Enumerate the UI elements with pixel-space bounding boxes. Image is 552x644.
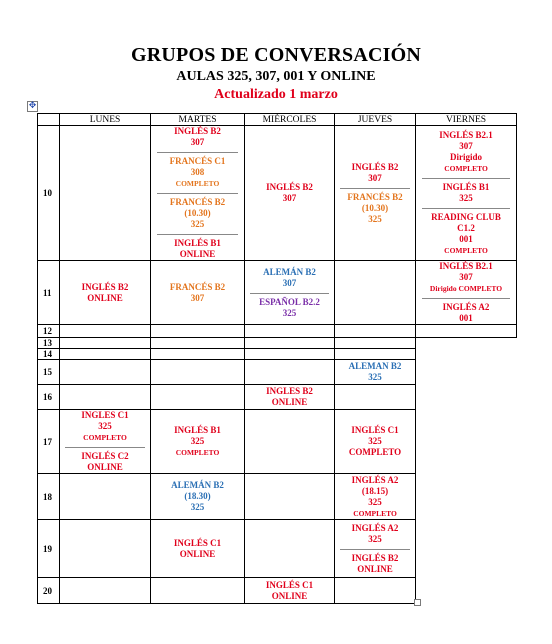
entry-divider — [422, 208, 510, 209]
entry-note: COMPLETO — [353, 508, 397, 518]
entry-note: Dirigido COMPLETO — [429, 284, 503, 293]
entry-line: 307 — [368, 172, 382, 183]
schedule-cell — [151, 385, 245, 410]
entry-line: INGLÉS B1 — [442, 182, 490, 192]
entry-divider — [65, 447, 144, 448]
cell-content — [245, 386, 334, 408]
entry-line: COMPLETO — [348, 447, 402, 457]
schedule-cell — [60, 338, 151, 349]
entry-line: 307 — [459, 141, 473, 151]
schedule-row — [38, 410, 517, 474]
entry-line: 325 — [368, 436, 382, 446]
entry-line: ONLINE — [271, 590, 308, 601]
entry-line: 325 — [368, 372, 382, 382]
entry-note: COMPLETO — [83, 433, 127, 442]
entry-line: 325 — [190, 436, 205, 446]
entry-line: 307 — [282, 277, 297, 288]
entry-line: 325 — [98, 421, 112, 431]
cell-content — [335, 475, 415, 519]
entry-line: 325 — [368, 213, 382, 224]
class-entry — [266, 182, 313, 204]
schedule-cell — [60, 410, 151, 474]
schedule-cell — [335, 349, 416, 360]
entry-line: 307 — [190, 137, 205, 147]
empty-region — [416, 578, 517, 604]
entry-divider — [340, 188, 410, 189]
schedule-cell — [245, 360, 335, 385]
entry-line: 307 — [190, 292, 205, 303]
entry-line: INGLÉS B2 — [351, 161, 399, 172]
class-entry — [82, 282, 129, 304]
schedule-cell — [335, 520, 416, 578]
empty-region — [416, 338, 517, 349]
entry-line: INGLES C1 — [81, 410, 129, 420]
hour-cell: 13 — [38, 338, 60, 349]
cell-content — [151, 282, 244, 304]
schedule-cell — [335, 385, 416, 410]
schedule-cell — [245, 474, 335, 520]
schedule-cell — [151, 360, 245, 385]
entry-line: 308 — [190, 167, 205, 177]
entry-line: C1.2 — [457, 223, 475, 233]
schedule-cell — [335, 360, 416, 385]
entry-line: FRANCÉS B2 — [169, 197, 226, 207]
schedule-cell — [245, 126, 335, 261]
cell-content — [151, 126, 244, 260]
entry-line: INGLÉS C1 — [351, 425, 399, 435]
entry-line: INGLÉS B2 — [351, 552, 399, 563]
entry-note: COMPLETO — [175, 448, 220, 457]
cell-content — [151, 425, 244, 458]
schedule-row — [38, 474, 517, 520]
hour-cell: 19 — [38, 520, 60, 578]
entry-line: ESPAÑOL B2.2 — [259, 296, 320, 307]
schedule-row — [38, 385, 517, 410]
schedule-cell — [245, 385, 335, 410]
cell-content — [416, 130, 516, 256]
day-header: VIERNES — [416, 114, 517, 126]
schedule-row — [38, 520, 517, 578]
entry-line: 325 — [282, 307, 297, 318]
cell-content — [245, 182, 334, 204]
schedule-cell — [335, 261, 416, 325]
hour-cell: 17 — [38, 410, 60, 474]
entry-line: FRANCÉS B2 — [347, 191, 403, 202]
schedule-cell — [151, 578, 245, 604]
schedule-row — [38, 126, 517, 261]
entry-line: 325 — [368, 496, 382, 507]
class-entry — [349, 361, 402, 383]
class-entry — [174, 538, 221, 560]
schedule-row — [38, 349, 517, 360]
entry-line: INGLÉS A2 — [351, 522, 399, 533]
hour-cell: 11 — [38, 261, 60, 325]
entry-line: INGLÉS C1 — [173, 537, 222, 548]
entry-line: INGLÉS B2.1 — [439, 130, 493, 140]
entry-line: (10.30) — [361, 202, 389, 213]
entry-divider — [340, 549, 410, 550]
hour-cell: 14 — [38, 349, 60, 360]
hour-cell: 10 — [38, 126, 60, 261]
schedule-cell — [60, 474, 151, 520]
entry-line: 325 — [368, 533, 382, 544]
entry-line: 325 — [459, 193, 473, 203]
entry-line: INGLÉS B2 — [81, 281, 129, 292]
schedule-cell — [60, 520, 151, 578]
class-entry — [174, 238, 221, 260]
schedule-row — [38, 325, 517, 338]
entry-divider — [422, 178, 510, 179]
entry-line: (10.30) — [184, 208, 211, 218]
class-entry — [170, 156, 226, 189]
entry-line: INGLÉS B1 — [174, 238, 221, 248]
day-header: JUEVES — [335, 114, 416, 126]
schedule-body — [38, 126, 517, 604]
class-entry — [266, 580, 313, 602]
entry-line: INGLÉS A2 — [442, 302, 490, 312]
schedule-cell — [151, 325, 245, 338]
day-header: MIÉRCOLES — [245, 114, 335, 126]
schedule-cell — [151, 126, 245, 261]
schedule-cell — [151, 520, 245, 578]
class-entry — [352, 553, 399, 575]
schedule-cell — [245, 520, 335, 578]
schedule-cell — [60, 325, 151, 338]
empty-region — [416, 474, 517, 520]
schedule-row — [38, 578, 517, 604]
entry-line: 307 — [459, 272, 473, 282]
entry-line: ONLINE — [179, 548, 216, 559]
empty-region — [416, 360, 517, 385]
entry-divider — [250, 293, 328, 294]
schedule-table — [37, 113, 517, 604]
entry-line: 325 — [190, 502, 205, 512]
schedule-cell — [151, 338, 245, 349]
schedule-cell — [335, 474, 416, 520]
schedule-row — [38, 261, 517, 325]
class-entry — [263, 267, 316, 289]
class-entry — [171, 480, 224, 513]
entry-line: INGLÉS C2 — [81, 451, 129, 461]
schedule-cell — [416, 261, 517, 325]
empty-region — [416, 520, 517, 578]
corner-cell — [38, 114, 60, 126]
cell-content — [60, 282, 150, 304]
class-entry — [430, 261, 502, 294]
entry-line: INGLÉS B2.1 — [439, 261, 493, 271]
cell-content — [60, 410, 150, 473]
class-entry — [81, 451, 128, 473]
class-entry — [174, 126, 221, 148]
entry-line: ONLINE — [271, 397, 308, 407]
entry-divider — [157, 234, 239, 235]
entry-line: 001 — [459, 313, 473, 323]
schedule-cell — [60, 360, 151, 385]
schedule-cell — [60, 385, 151, 410]
entry-line: INGLÉS C1 — [265, 579, 314, 590]
entry-line: INGLÉS B2 — [174, 126, 221, 136]
schedule-cell — [245, 261, 335, 325]
schedule-row — [38, 360, 517, 385]
entry-line: ALEMÁN B2 — [171, 480, 224, 490]
page-title: GRUPOS DE CONVERSACIÓN — [131, 44, 421, 66]
class-entry — [170, 197, 225, 230]
entry-note: COMPLETO — [175, 179, 220, 188]
entry-note: COMPLETO — [444, 164, 488, 173]
update-notice: Actualizado 1 marzo — [214, 87, 338, 102]
class-entry — [352, 162, 399, 184]
class-entry — [259, 297, 320, 319]
schedule-cell — [416, 325, 517, 338]
schedule-cell — [151, 349, 245, 360]
schedule-cell — [335, 338, 416, 349]
entry-line: 325 — [190, 219, 205, 229]
class-entry — [266, 386, 313, 408]
schedule-cell — [60, 126, 151, 261]
schedule-cell — [151, 474, 245, 520]
class-entry — [174, 425, 221, 458]
class-entry — [352, 523, 399, 545]
schedule-cell — [335, 126, 416, 261]
entry-divider — [157, 152, 239, 153]
cell-content — [335, 425, 415, 458]
cell-content — [245, 580, 334, 602]
cell-content — [416, 261, 516, 324]
entry-line: ONLINE — [357, 563, 393, 574]
class-entry — [443, 182, 490, 204]
schedule-cell — [60, 261, 151, 325]
table-resize-handle[interactable] — [414, 599, 421, 606]
schedule-cell — [245, 338, 335, 349]
entry-divider — [157, 193, 239, 194]
schedule-cell — [335, 325, 416, 338]
empty-region — [416, 385, 517, 410]
entry-line: ONLINE — [179, 249, 216, 259]
hour-cell: 16 — [38, 385, 60, 410]
page-subtitle: AULAS 325, 307, 001 Y ONLINE — [176, 69, 376, 84]
class-entry — [443, 302, 490, 324]
entry-line: 307 — [282, 193, 297, 203]
class-entry — [431, 212, 501, 256]
cell-content — [151, 538, 244, 560]
entry-line: ALEMÁN B2 — [263, 266, 316, 277]
class-entry — [349, 425, 401, 458]
entry-line: INGLÉS B2 — [266, 182, 313, 192]
entry-line: INGLÉS A2 — [351, 474, 399, 485]
schedule-cell — [60, 578, 151, 604]
class-entry — [352, 475, 399, 519]
entry-line: (18.30) — [184, 491, 211, 501]
class-entry — [81, 410, 128, 443]
class-entry — [439, 130, 493, 174]
entry-line: INGLES B2 — [266, 386, 313, 396]
cell-content — [151, 480, 244, 513]
entry-line: ONLINE — [87, 292, 123, 303]
day-header: LUNES — [60, 114, 151, 126]
schedule-cell — [335, 578, 416, 604]
entry-line: 001 — [459, 234, 473, 244]
schedule-cell — [151, 410, 245, 474]
entry-line: INGLÉS B1 — [174, 425, 221, 435]
day-header: MARTES — [151, 114, 245, 126]
schedule-cell — [416, 126, 517, 261]
entry-line: ONLINE — [87, 462, 123, 472]
hour-cell: 20 — [38, 578, 60, 604]
schedule-cell — [245, 349, 335, 360]
cell-content — [245, 267, 334, 319]
hour-cell: 18 — [38, 474, 60, 520]
schedule-cell — [335, 410, 416, 474]
entry-line: Dirigido — [449, 152, 482, 162]
class-entry — [170, 282, 225, 304]
entry-line: ALEMAN B2 — [348, 361, 402, 371]
entry-divider — [422, 298, 510, 299]
schedule-cell — [60, 349, 151, 360]
entry-line: (18.15) — [361, 485, 389, 496]
entry-note: COMPLETO — [444, 246, 488, 255]
class-entry — [347, 192, 402, 225]
schedule-cell — [245, 325, 335, 338]
entry-line: READING CLUB — [431, 212, 501, 222]
cell-content — [335, 162, 415, 225]
entry-line: FRANCÉS B2 — [169, 281, 226, 292]
empty-region — [416, 410, 517, 474]
hour-cell: 12 — [38, 325, 60, 338]
day-header-row — [38, 114, 517, 126]
hour-cell: 15 — [38, 360, 60, 385]
table-move-handle-icon[interactable]: ✥ — [28, 101, 37, 111]
cell-content — [335, 361, 415, 383]
schedule-cell — [245, 578, 335, 604]
empty-region — [416, 349, 517, 360]
entry-line: FRANCÉS C1 — [169, 156, 226, 166]
schedule-row — [38, 338, 517, 349]
schedule-cell — [151, 261, 245, 325]
cell-content — [335, 523, 415, 575]
schedule-cell — [245, 410, 335, 474]
